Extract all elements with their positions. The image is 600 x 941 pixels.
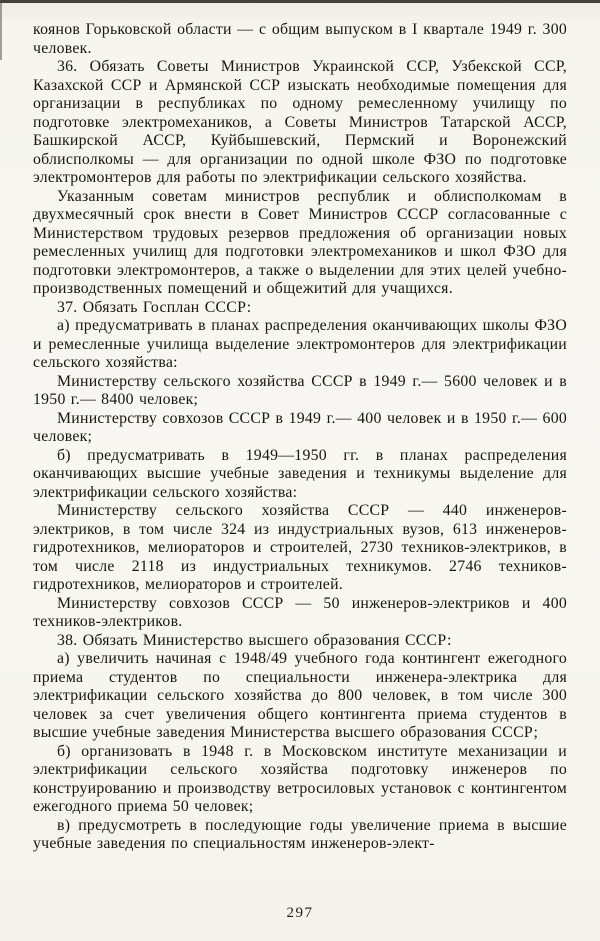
page-number: 297: [286, 905, 314, 921]
paragraph-item-38: 38. Обязать Министерство высшего образования СССР:: [57, 631, 452, 649]
scan-edge-top: [0, 0, 600, 3]
paragraph-continuation: коянов Горьковской области — с общим выпуском в I квартале 1949 г. 300 человек.: [33, 21, 567, 57]
paragraph-subitem-b: б) предусматривать в 1949—1950 гг. в планах распределения оканчивающих высшие учебные заведения и техникумы выделение для электрификации сельского хозяйства:: [33, 446, 567, 501]
scan-edge-left: [0, 0, 2, 60]
text-block: [33, 21, 567, 854]
paragraph-directive: Указанным советам министров республик и облисполкомам в двухмесячный срок внести в Совет Министров СССР согласованные с Министерством трудовых резервов предложения об организации новых ремесленных училищ для подготовки электромехаников и школ ФЗО для подготовки электромонтеров, а также о выделении для этих целей учебно-производственных помещений и общежитий для учащихся.: [33, 187, 567, 297]
paragraph-subitem-b-38: б) организовать в 1948 г. в Московском институте механизации и электрификации сельского хозяйства подготовку инженеров по конструированию и производству ветросиловых установок с контингентом ежегодного приема 50 человек;: [33, 742, 567, 815]
paragraph-subitem-v-38: в) предусмотреть в последующие годы увеличение приема в высшие учебные заведения по специальностям инженеров-элект-: [33, 816, 567, 852]
paragraph-ministry-sovkhoz-engineers: Министерству совхозов СССР — 50 инженеров-электриков и 400 техников-электриков.: [33, 594, 567, 630]
paragraph-subitem-a-38: а) увеличить начиная с 1948/49 учебного года контингент ежегодного приема студентов по специальности инженера-электрика для электрификации сельского хозяйства до 800 человек, в том числе 300 человек за счет увеличения общего контингента приема студентов в высшие учебные заведения Министерства высшего образования СССР;: [33, 650, 567, 741]
paragraph-item-36: 36. Обязать Советы Министров Украинской ССР, Узбекской ССР, Казахской ССР и Армянской ССР изыскать необходимые помещения для организации в республиках по одному ремесленному училищу по подготовке электромехаников, а Советы Министров Татарской АССР, Башкирской АССР, Куйбышевский, Пермский и Воронежский облисполкомы — для организации по одной школе ФЗО по подготовке электромонтеров для работы по электрификации сельского хозяйства.: [33, 58, 567, 186]
paragraph-ministry-agriculture-plan: Министерству сельского хозяйства СССР в 1949 г.— 5600 человек и в 1950 г.— 8400 человек;: [33, 372, 567, 408]
paragraph-item-37: 37. Обязать Госплан СССР:: [57, 298, 252, 316]
paragraph-ministry-sovkhoz-plan: Министерству совхозов СССР в 1949 г.— 400 человек и в 1950 г.— 600 человек;: [33, 409, 567, 445]
paragraph-subitem-a: а) предусматривать в планах распределения оканчивающих школы ФЗО и ремесленные училища выделение электромонтеров для электрификации сельского хозяйства:: [33, 317, 567, 371]
paragraph-ministry-agriculture-engineers: Министерству сельского хозяйства СССР — 440 инженеров-электриков, в том числе 324 из индустриальных вузов, 613 инженеров-гидротехников, мелиораторов и строителей, 2730 техников-электриков, в том числе 2118 из индустриальных техникумов. 2746 техников-гидротехников, мелиораторов и строителей.: [33, 502, 567, 593]
